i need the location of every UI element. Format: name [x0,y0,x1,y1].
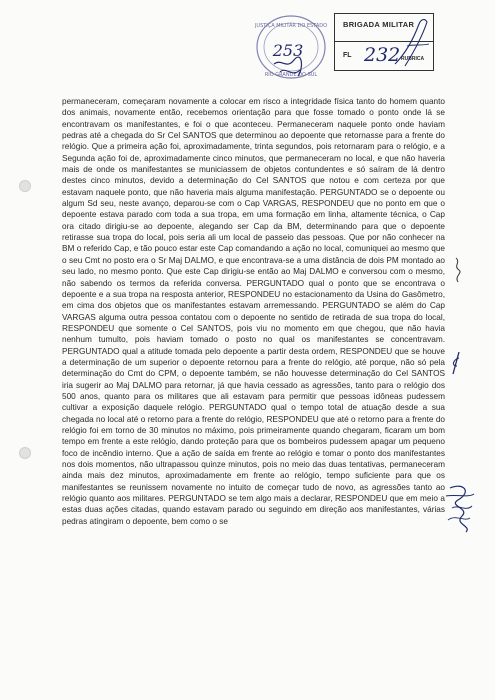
svg-text:JUSTIÇA MILITAR DO ESTADO: JUSTIÇA MILITAR DO ESTADO [254,23,328,29]
margin-initial-mark [447,350,465,376]
stamp-org: BRIGADA MILITAR [335,14,433,42]
document-body [62,96,445,527]
margin-squiggle-mark [452,256,464,284]
punch-hole-top [19,180,31,192]
brigada-militar-stamp [334,13,434,71]
seal-page-number: 253 [272,41,304,60]
round-seal-stamp [252,12,330,82]
punch-hole-bottom [19,447,31,459]
body-paragraph: permaneceram, começaram novamente a colocar em risco a integridade física tanto do homem quanto dos animais, novamente então, recebemos orientação para que fosse tomado o ponto onde lá se encontravam os manifestantes, e foi o que aconteceu. Permaneceram naquele ponto onde haviam pedras até a chegada do Sr Cel SANTOS que determinou ao depoente que retornasse para a frente do relógio. Que a primeira ação foi, aproximadamente, trinta segundos, pois retornaram para o relógio, e a Segunda ação foi de, aproximadamente cinco minutos, que permaneceram no local, e que não haveria mais de onde os manifestantes se municiassem de objetos contundentes e só saíram de lá dentro destes cinco minutos, devido a determinação do Cel SANTOS que notou e com certeza por que estavam naquele ponto, que não haveria mais alguma manifestação. PERGUNTADO se o depoente ou algum Sd seu, neste avanço, deparou-se com o Cap VARGAS, RESPONDEU que no ponto em que o depoente estava parado com toda a sua tropa, em uma formação em linha, altamente técnica, o Cap ora citado dirigiu-se ao depoente, alegando ser Cap da BM, determinando para que o depoente retirasse sua tropa do local, pois seria ali um local de passeio das pessoas. Que por não conhecer na BM o referido Cap, e tão pouco estar este Cap comandando a ação no local, comuniquei ao mesmo que o seu Cmt no posto era o Sr Maj DALMO, e que encontrava-se a uma distância de dois PM montado ao seu lado, no mesmo ponto. Que este Cap dirigiu-se então ao Maj DALMO e conversou com o mesmo, não sabendo os termos da referida conversa. PERGUNTADO qual o ponto que se encontrava o depoente e a sua tropa na resposta anterior, RESPONDEU no estacionamento da Usina do Gasômetro, em cima dos objetos que os manifestantes estavam arremessando. PERGUNTADO se além do Cap VARGAS alguma outra pessoa contatou com o depoente no sentido de retirada de sua tropa do local, RESPONDEU que somente o Cel SANTOS, pois viu no momento em que chegou, que não havia nenhum tumulto, pois haviam tomado o posto no qual os manifestantes se concentravam. PERGUNTADO qual a atitude tomada pelo depoente a partir desta ordem, RESPONDEU que se houve a determinação de um superior o depoente retornou para a frente do relógio, até porque, não só pela determinação do Cmt do CPM, o depoente também, se não houvesse determinação do Cel SANTOS iria sugerir ao Maj DALMO para retornar, já que havia cessado as agressões, tanto para o relógio dos 500 anos, quanto para os militares que ali estavam para permitir que pessoas idôneas pudessem cultivar a exposição daquele relógio. PERGUNTADO qual o tempo total de atuação desde a sua chegada no local até o retorno para a frente do relógio, RESPONDEU que até o retorno para a frente do relógio foi em torno de 30 minutos no máximo, pois primeiramente quando chegaram, ficaram um bom tempo em frente a este relógio, dando proteção para que os bombeiros pudessem apagar um pequeno foco de incêndio interno. Que a ação de saída em frente ao relógio e tomar o ponto dos manifestantes nos dois momentos, não ultrapassou quinze minutos, pois no meio das duas tentativas, permaneceram ainda mais dez minutos, aproximadamente em frente ao relógio, tempo suficiente para que os manifestantes se reunissem novamente no intuito de começar tudo de novo, as agressões tanto ao relógio quanto aos militares. PERGUNTADO se tem algo mais a declarar, RESPONDEU que em meio a estas duas ações citadas, quando estavam parado ou seguindo em direção aos manifestantes, várias pedras atingiram o depoente, bem como o se [62,97,445,526]
margin-signature [442,478,478,534]
svg-text:RIO GRANDE DO SUL: RIO GRANDE DO SUL [264,72,318,78]
stamp-rubrica-label: RUBRICA [401,56,425,62]
stamp-fl-label: FL [343,52,352,59]
stamp-signature [335,14,433,70]
stamp-folio-number: 232 [364,44,401,66]
